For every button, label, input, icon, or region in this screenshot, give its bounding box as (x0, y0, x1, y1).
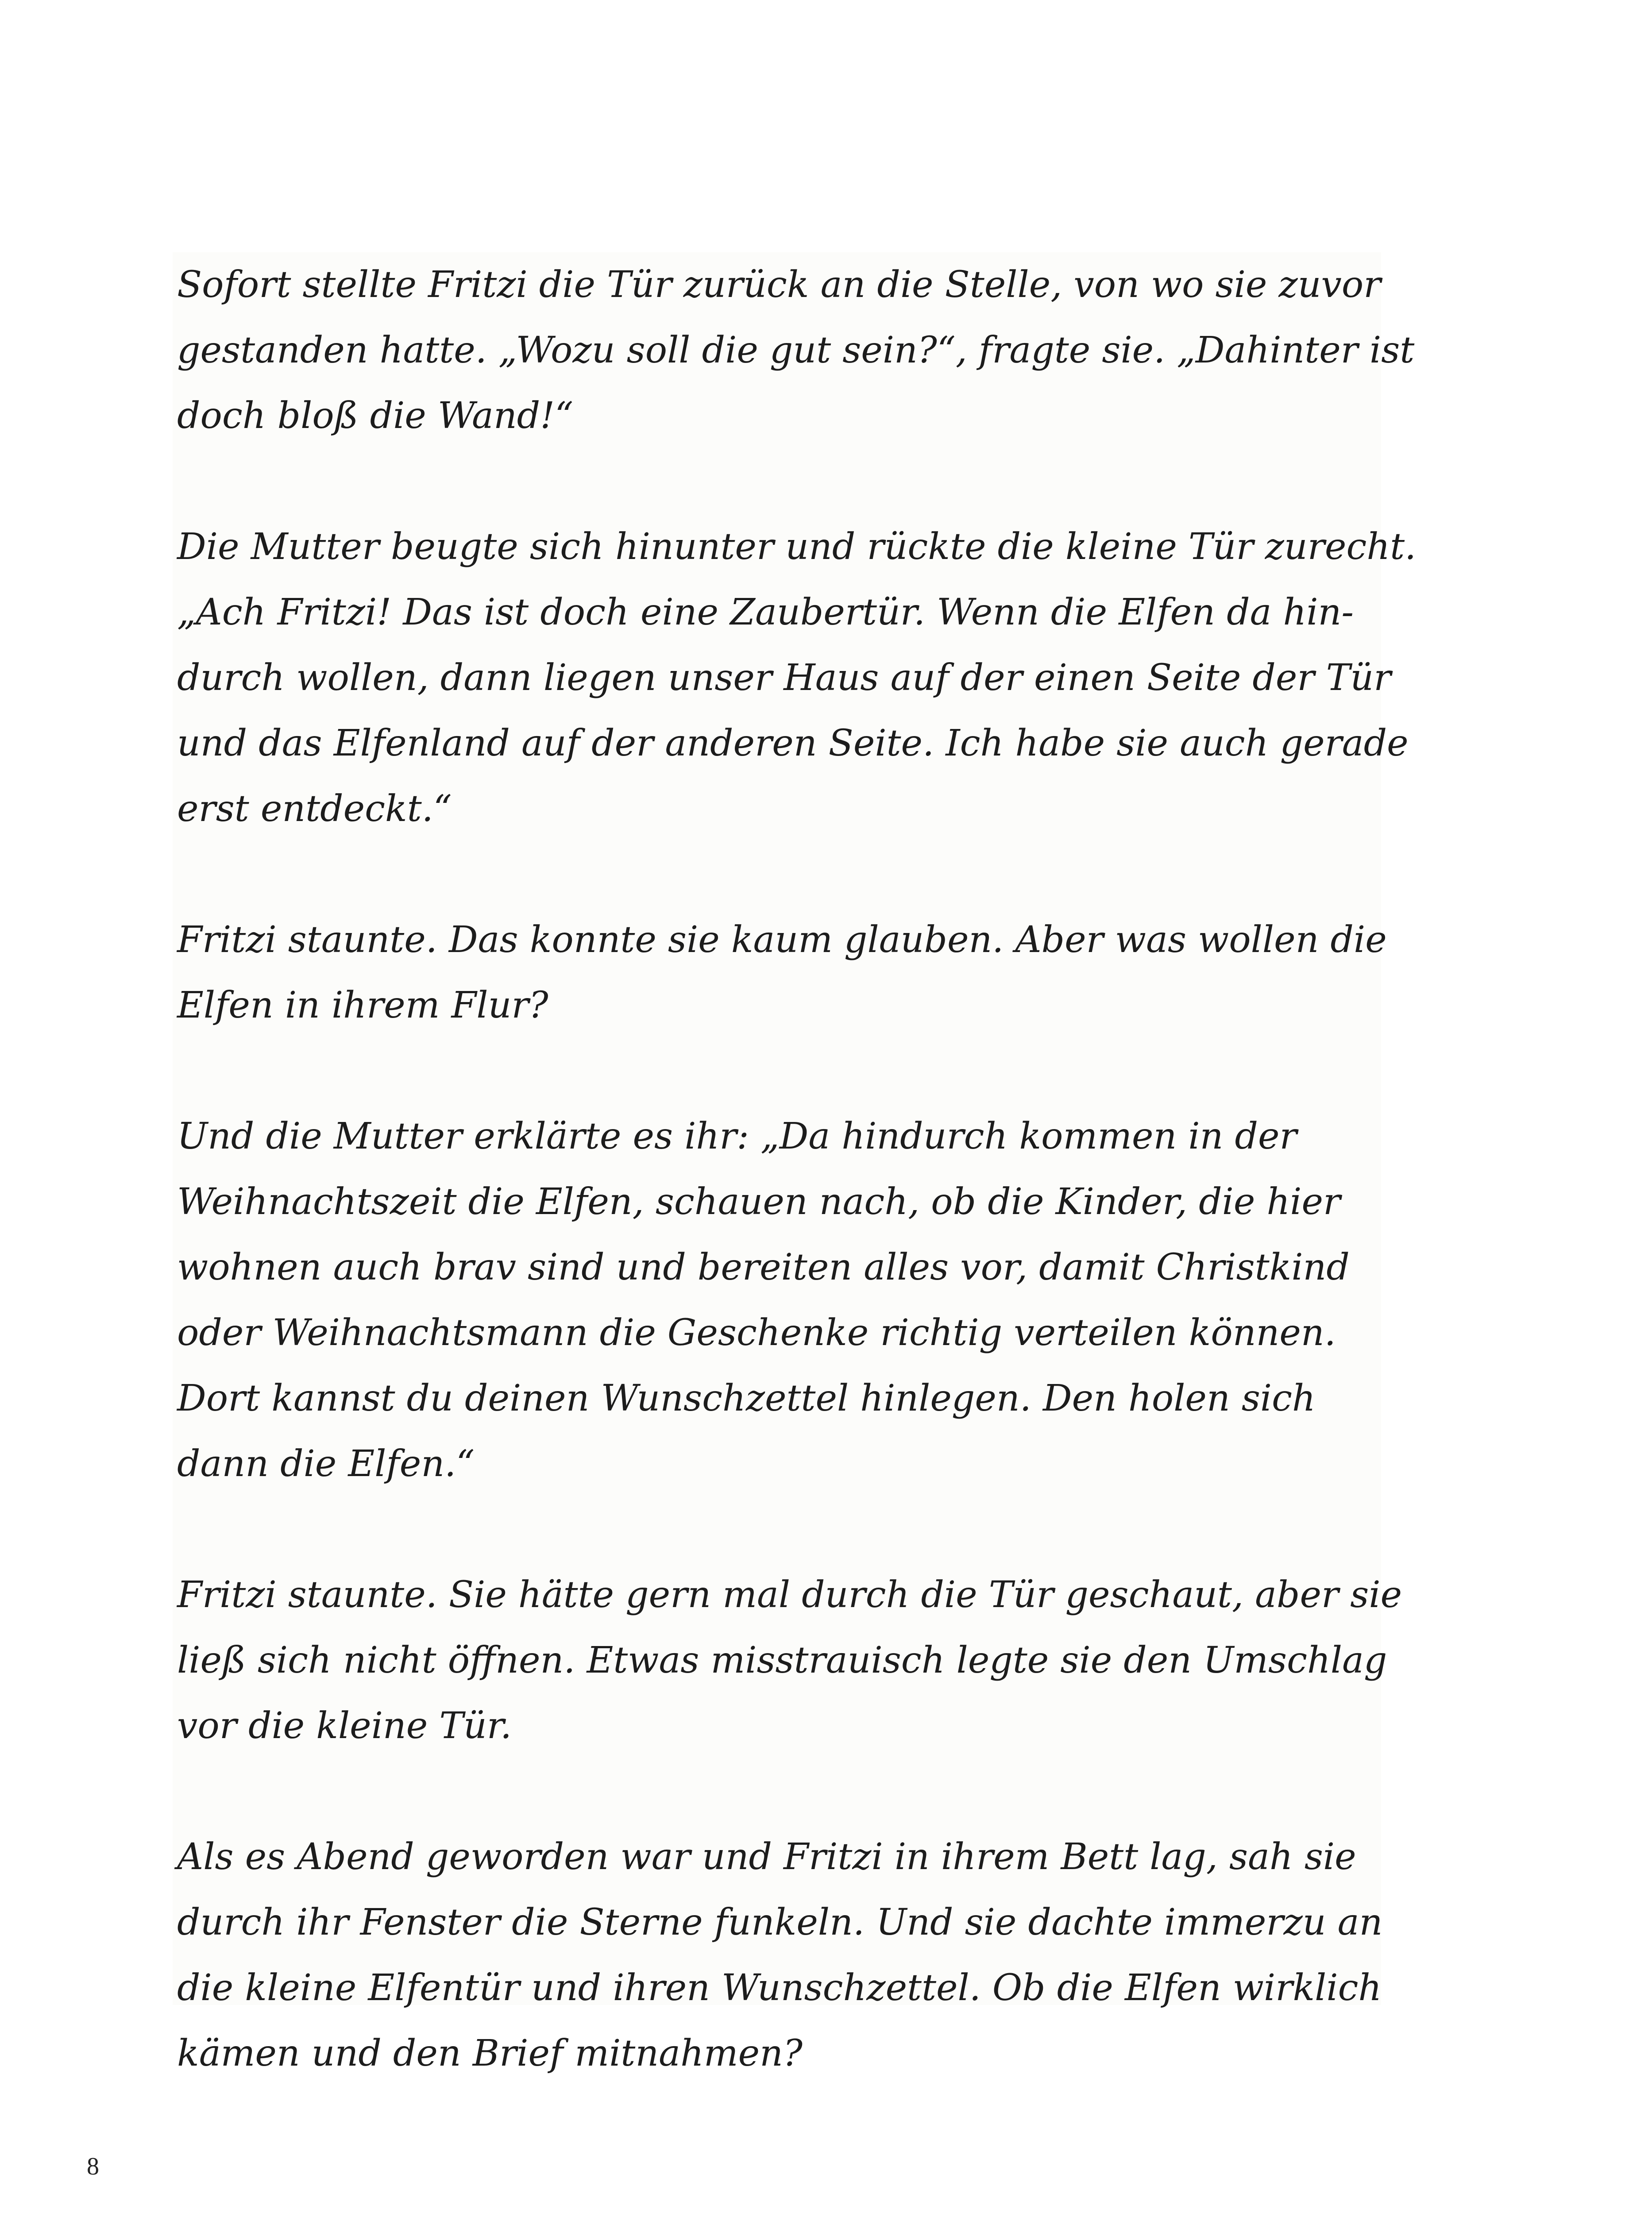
paragraph-envelope (177, 1562, 1402, 1759)
paragraph-evening (177, 1824, 1381, 2086)
story-text-block (173, 252, 1417, 2074)
page-number: 8 (87, 2153, 99, 2180)
paragraph-fritzi-amazed (177, 907, 1387, 1038)
text-line: Als es Abend geworden war und Fritzi in ihrem Bett lag, sah sie (177, 1836, 1356, 1878)
text-line: Fritzi staunte. Das konnte sie kaum glauben. Aber was wollen die (177, 919, 1387, 961)
text-line: Elfen in ihrem Flur? (177, 984, 548, 1026)
text-line: Dort kannst du deinen Wunschzettel hinlegen. Den holen sich (177, 1377, 1316, 1419)
text-line: ließ sich nicht öffnen. Etwas misstrauisch legte sie den Umschlag (177, 1639, 1387, 1681)
text-line: kämen und den Brief mitnahmen? (177, 2032, 803, 2074)
paragraph-magic-door (177, 514, 1417, 842)
text-line: erst entdeckt.“ (177, 788, 452, 830)
text-line: doch bloß die Wand!“ (177, 395, 574, 437)
text-line: „Ach Fritzi! Das ist doch eine Zaubertür. Wenn die Elfen da hin- (177, 591, 1354, 633)
text-line: durch wollen, dann liegen unser Haus auf der einen Seite der Tür (177, 657, 1391, 699)
text-line: Sofort stellte Fritzi die Tür zurück an die Stelle, von wo sie zuvor (177, 264, 1381, 306)
paragraph-mother-explains (177, 1104, 1381, 1497)
text-line: und das Elfenland auf der anderen Seite. Ich habe sie auch gerade (177, 722, 1409, 764)
text-line: dann die Elfen.“ (177, 1443, 475, 1485)
text-line: Weihnachtszeit die Elfen, schauen nach, ob die Kinder, die hier (177, 1181, 1341, 1223)
paragraph-door-back (177, 252, 1415, 449)
text-line: Die Mutter beugte sich hinunter und rückte die kleine Tür zurecht. (177, 526, 1417, 568)
text-line: gestanden hatte. „Wozu soll die gut sein?“, fragte sie. „Dahinter ist (177, 329, 1415, 371)
text-line: wohnen auch brav sind und bereiten alles vor, damit Christkind (177, 1246, 1350, 1288)
text-line: Und die Mutter erklärte es ihr: „Da hindurch kommen in der (177, 1115, 1297, 1157)
text-line: Fritzi staunte. Sie hätte gern mal durch die Tür geschaut, aber sie (177, 1574, 1402, 1616)
text-line: die kleine Elfentür und ihren Wunschzettel. Ob die Elfen wirklich (177, 1967, 1382, 2009)
text-line: vor die kleine Tür. (177, 1705, 512, 1747)
text-line: oder Weihnachtsmann die Geschenke richtig verteilen können. (177, 1312, 1336, 1354)
text-line: durch ihr Fenster die Sterne funkeln. Und sie dachte immerzu an (177, 1901, 1383, 1943)
